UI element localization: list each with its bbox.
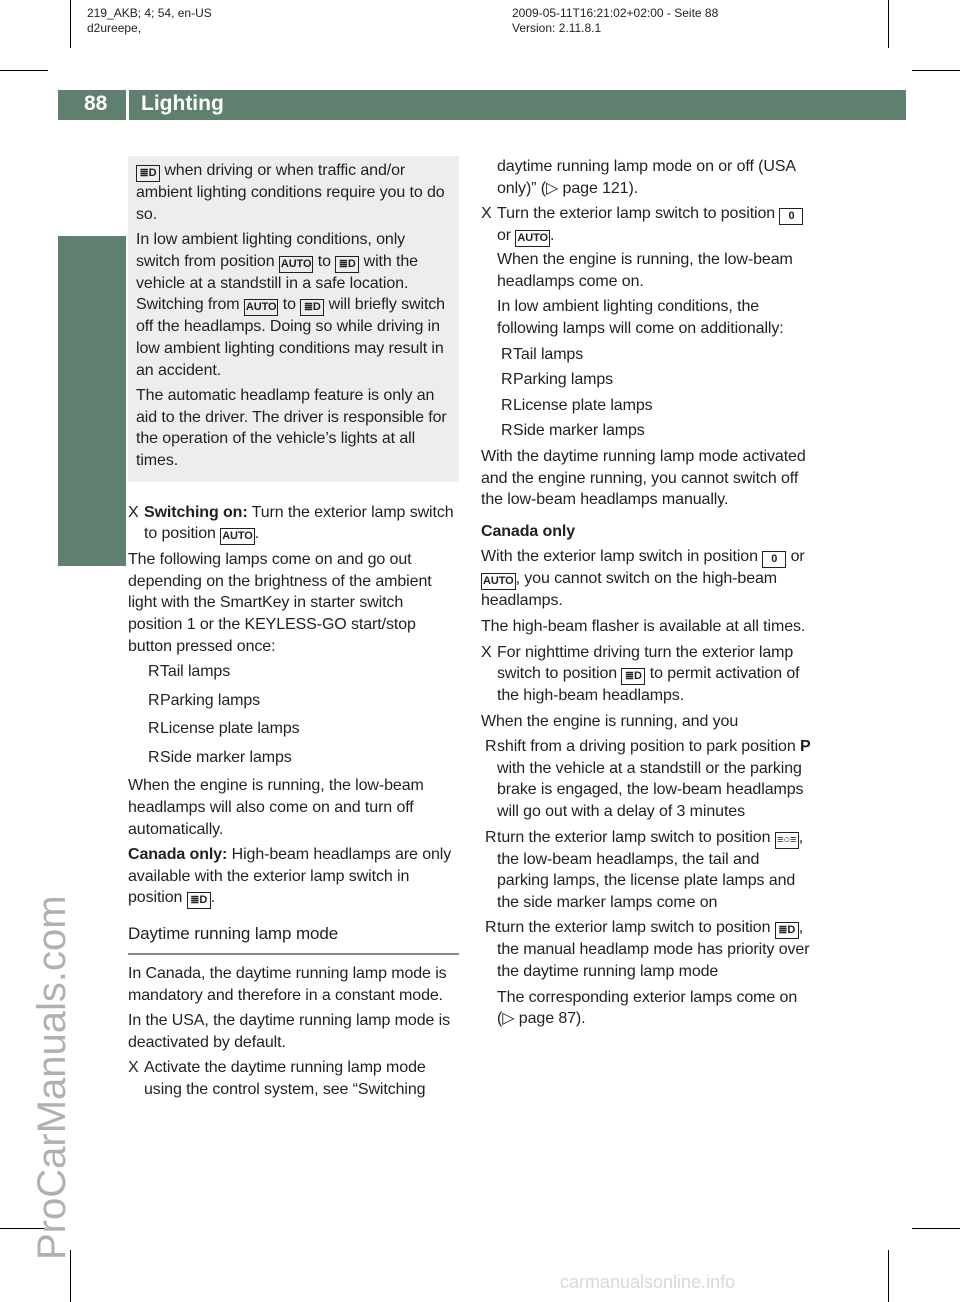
low-beam-icon: ≣D: [621, 668, 645, 685]
bullet-marker: R: [501, 422, 513, 440]
list-item-text: with the vehicle at a standstill or the parking brake is engaged, the low-beam headlamps will go out with a delay of 3 minutes: [497, 759, 804, 821]
step-label: Switching on:: [144, 503, 248, 521]
step-text: to permit activation of the high-beam headlamps.: [497, 665, 800, 705]
paragraph: When the engine is running, the low-beam headlamps will also come on and turn off automatically.: [128, 777, 424, 838]
low-beam-icon: ≣D: [335, 256, 359, 273]
list-item-text: , the manual headlamp mode has priority over the daytime running lamp mode: [497, 919, 810, 981]
step-text: Activate the daytime running lamp mode using the control system, see “Switching: [144, 1059, 426, 1098]
step-text: Turn the exterior lamp switch to position: [497, 205, 780, 223]
note-text: with the vehicle at a standstill in a safe location. Switching from: [136, 252, 418, 314]
section-heading: Daytime running lamp mode: [128, 923, 459, 955]
auto-icon: AUTO: [244, 299, 279, 316]
paragraph-text: With the exterior lamp switch in position: [481, 548, 763, 566]
print-meta-right: [512, 6, 718, 36]
header-top-strip: [58, 56, 906, 90]
meta-line: 2009-05-11T16:21:02+02:00 - Seite 88: [512, 6, 719, 20]
note-text: will briefly switch off the headlamps. Doing so while driving in low ambient lighting conditions may result in an accident.: [136, 296, 445, 379]
zero-icon: 0: [779, 208, 803, 225]
list-item-paragraph: The corresponding exterior lamps come on (▷ page 87).: [497, 988, 798, 1028]
low-beam-icon: ≣D: [775, 922, 799, 939]
step-text: .: [254, 525, 260, 543]
auto-icon: AUTO: [220, 528, 255, 545]
step-text: daytime running lamp mode on or off (USA only)” (: [497, 158, 796, 197]
crop-mark: [912, 70, 960, 71]
list-item: [128, 747, 459, 769]
subheading: Canada only: [481, 522, 576, 540]
step-text: or: [497, 227, 516, 245]
list-item-text: Side marker lamps: [513, 422, 645, 440]
note-text: when driving or when traffic and/or ambient lighting conditions require you to do so.: [136, 162, 445, 223]
list-item-text: The corresponding exterior lamps come on: [497, 988, 798, 1006]
list-item-text: Parking lamps: [513, 371, 614, 389]
step-marker: X: [128, 1059, 139, 1077]
bold-label: Canada only:: [128, 846, 228, 864]
step-marker: X: [481, 643, 492, 661]
note-paragraph: [136, 229, 453, 381]
instruction-step: [128, 1057, 459, 1100]
list-item: [481, 736, 814, 822]
low-beam-icon: ≣D: [300, 299, 324, 316]
step-text: page 121).: [558, 179, 639, 197]
step-paragraph: In low ambient lighting conditions, the following lamps will come on additionally:: [497, 298, 784, 337]
instruction-step: [481, 642, 814, 707]
list-item-text: Side marker lamps: [160, 748, 292, 766]
paragraph-text: High-beam headlamps are only available with the exterior lamp switch in position: [128, 846, 452, 907]
note-paragraph: The automatic headlamp feature is only an aid to the driver. The driver is responsible for the operation of the vehicle’s lights at all times.: [136, 387, 447, 469]
meta-line: Version: 2.11.8.1: [512, 21, 602, 35]
bullet-marker: R: [485, 828, 497, 846]
auto-icon: AUTO: [515, 230, 550, 247]
chapter-label: Controls in detail: [88, 332, 114, 520]
page-title: Lighting: [141, 92, 224, 115]
bullet-marker: R: [485, 919, 497, 937]
paragraph: The high-beam flasher is available at all times.: [481, 617, 806, 635]
crop-mark: [70, 0, 71, 48]
note-paragraph: [136, 160, 453, 225]
instruction-step: [128, 502, 459, 546]
paragraph-text: .: [210, 889, 216, 907]
crop-mark: [888, 1250, 889, 1302]
list-item-text: , the low-beam headlamps, the tail and parking lamps, the license plate lamps and the side marker lamps come on: [497, 828, 804, 911]
low-beam-icon: ≣D: [136, 165, 160, 182]
paragraph: In the USA, the daytime running lamp mode is deactivated by default.: [128, 1012, 450, 1051]
paragraph: In Canada, the daytime running lamp mode is mandatory and therefore in a constant mode.: [128, 965, 447, 1004]
paragraph: The following lamps come on and go out depending on the brightness of the ambient light with the SmartKey in starter switch position 1 or the KEYLESS-GO start/stop button pressed once:: [128, 551, 432, 655]
list-item-text: turn the exterior lamp switch to position: [497, 919, 775, 937]
list-item-text: shift from a driving position to park position: [497, 738, 801, 756]
crop-mark: [0, 70, 48, 71]
note-text: to: [278, 296, 301, 314]
gear-position: P: [800, 738, 811, 756]
page-number: 88: [84, 92, 108, 115]
meta-line: 219_AKB; 4; 54, en-US: [87, 6, 212, 20]
step-text: For nighttime driving turn the exterior lamp switch to position: [497, 643, 794, 683]
crop-mark: [912, 1228, 960, 1229]
bullet-marker: R: [148, 663, 160, 681]
print-meta-left: [87, 6, 212, 36]
step-marker: X: [481, 205, 492, 223]
list-item-text: Tail lamps: [160, 663, 231, 681]
list-item-text: License plate lamps: [513, 396, 653, 414]
header-divider: [126, 56, 129, 120]
auto-icon: AUTO: [481, 573, 516, 590]
list-item-text: Tail lamps: [513, 345, 584, 363]
list-item-text: License plate lamps: [160, 720, 300, 738]
step-paragraph: When the engine is running, the low-beam headlamps come on.: [497, 251, 793, 290]
instruction-step-continued: [481, 156, 814, 199]
footer-watermark: carmanualsonline.info: [560, 1272, 736, 1292]
meta-line: d2ureepe,: [87, 21, 142, 35]
bullet-marker: R: [485, 738, 497, 756]
list-item: [481, 395, 814, 417]
step-text: .: [549, 227, 555, 245]
auto-icon: AUTO: [279, 256, 314, 273]
paragraph: With the daytime running lamp mode activated and the engine running, you cannot switch off the low-beam headlamps manually.: [481, 447, 806, 509]
bullet-marker: R: [501, 371, 513, 389]
list-item: [481, 369, 814, 391]
list-item: [481, 917, 814, 1029]
paragraph: [128, 844, 459, 909]
step-text: Turn the exterior lamp switch to position: [144, 503, 454, 543]
bullet-marker: R: [501, 345, 513, 363]
low-beam-icon: ≣D: [187, 892, 211, 909]
brand-watermark: ProCarManuals.com: [30, 895, 74, 1260]
list-item: [481, 827, 814, 914]
list-item: [128, 661, 459, 683]
paragraph: [481, 546, 814, 612]
list-item-text: Parking lamps: [160, 691, 261, 709]
instruction-step: [481, 203, 814, 339]
list-item-text: turn the exterior lamp switch to position: [497, 828, 775, 846]
crop-mark: [888, 0, 889, 48]
paragraph-text: or: [786, 548, 805, 566]
list-item: [128, 718, 459, 740]
page-ref-icon: ▷: [502, 1010, 515, 1028]
bullet-marker: R: [501, 396, 513, 414]
paragraph: When the engine is running, and you: [481, 712, 739, 730]
list-item: [128, 690, 459, 712]
paragraph-text: , you cannot switch on the high-beam headlamps.: [481, 570, 778, 610]
note-text: to: [313, 252, 336, 270]
bullet-marker: R: [148, 720, 160, 738]
parking-lamp-icon: ≡○≡: [775, 832, 799, 849]
bullet-marker: R: [148, 748, 160, 766]
list-item: [481, 344, 814, 366]
list-item: [481, 420, 814, 442]
page-ref-icon: ▷: [545, 179, 559, 197]
list-item-text: page 87).: [514, 1010, 586, 1028]
right-column: [481, 156, 814, 1034]
bullet-marker: R: [148, 691, 160, 709]
left-column: [128, 156, 459, 1105]
zero-icon: 0: [762, 551, 786, 568]
step-marker: X: [128, 503, 139, 521]
note-text: In low ambient lighting conditions, only switch from position: [136, 231, 406, 270]
warning-note: [128, 156, 459, 482]
